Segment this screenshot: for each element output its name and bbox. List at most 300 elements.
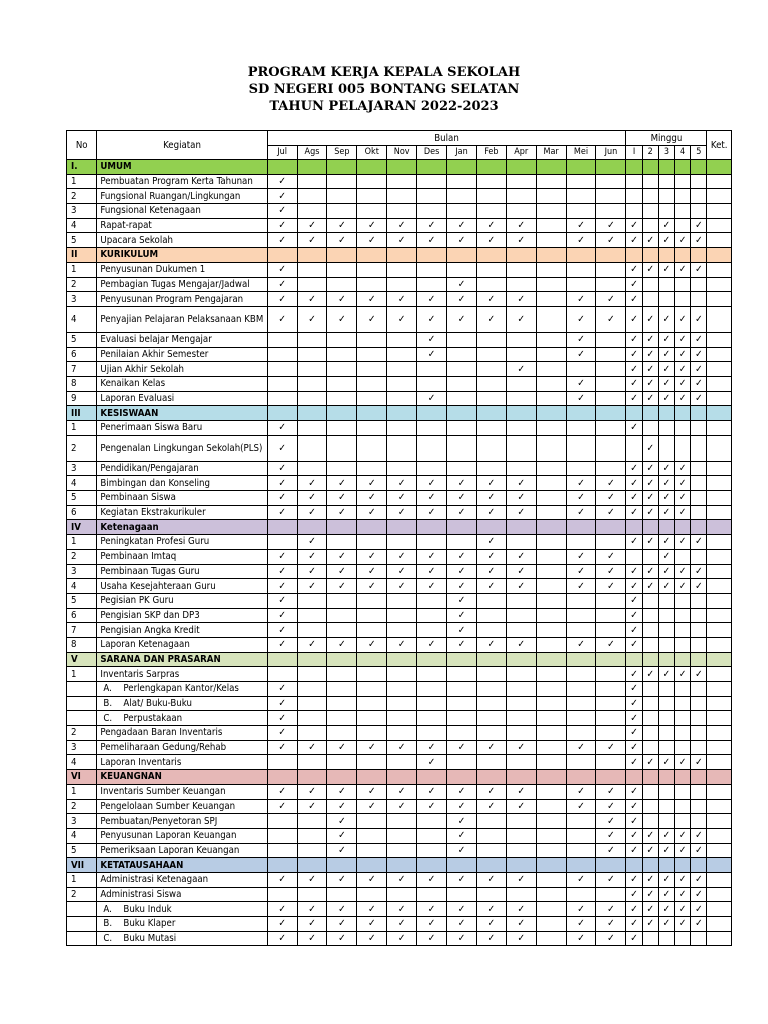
month-cell [447, 696, 477, 711]
section-blank-cell [297, 520, 327, 535]
checkmark-icon: ✓ [691, 262, 707, 277]
month-cell [357, 623, 387, 638]
week-cell [658, 931, 674, 946]
month-cell [297, 843, 327, 858]
week-cell [658, 711, 674, 726]
section-blank-cell [417, 248, 447, 263]
week-cell [691, 711, 707, 726]
month-cell [566, 843, 596, 858]
checkmark-icon: ✓ [476, 218, 506, 233]
activity-row [67, 435, 732, 461]
checkmark-icon: ✓ [387, 549, 417, 564]
section-blank-cell [387, 160, 417, 175]
checkmark-icon: ✓ [267, 505, 297, 520]
month-cell [566, 755, 596, 770]
checkmark-icon: ✓ [566, 917, 596, 932]
checkmark-icon: ✓ [506, 306, 536, 332]
month-cell [536, 740, 566, 755]
activity-name [97, 740, 267, 755]
month-cell [267, 362, 297, 377]
checkmark-icon: ✓ [417, 564, 447, 579]
checkmark-icon: ✓ [267, 799, 297, 814]
checkmark-icon: ✓ [267, 579, 297, 594]
activity-label: Inventaris Sarpras [100, 668, 180, 680]
activity-row [67, 277, 732, 292]
month-cell [297, 347, 327, 362]
month-cell [476, 332, 506, 347]
section-blank-cell [626, 520, 642, 535]
checkmark-icon: ✓ [387, 917, 417, 932]
activity-name [97, 931, 267, 946]
month-cell [506, 814, 536, 829]
checkmark-icon: ✓ [387, 476, 417, 491]
checkmark-icon: ✓ [642, 828, 658, 843]
section-blank-cell [506, 858, 536, 873]
checkmark-icon: ✓ [297, 872, 327, 887]
activity-name [97, 306, 267, 332]
month-cell [297, 608, 327, 623]
week-cell [658, 608, 674, 623]
ket-cell [707, 696, 732, 711]
checkmark-icon: ✓ [691, 887, 707, 902]
ket-cell [707, 623, 732, 638]
checkmark-icon: ✓ [566, 579, 596, 594]
checkmark-icon: ✓ [626, 421, 642, 436]
month-cell [297, 189, 327, 204]
checkmark-icon: ✓ [675, 579, 691, 594]
section-blank-cell [626, 770, 642, 785]
week-cell [658, 623, 674, 638]
activity-name [97, 204, 267, 219]
month-cell [297, 682, 327, 697]
checkmark-icon: ✓ [642, 476, 658, 491]
month-cell [596, 682, 626, 697]
activity-number: 3 [67, 740, 97, 755]
month-cell [417, 726, 447, 741]
checkmark-icon: ✓ [566, 233, 596, 248]
checkmark-icon: ✓ [626, 306, 642, 332]
month-cell [596, 711, 626, 726]
section-blank-cell [642, 248, 658, 263]
month-cell [476, 421, 506, 436]
checkmark-icon: ✓ [297, 218, 327, 233]
checkmark-icon: ✓ [417, 347, 447, 362]
section-number: VII [67, 858, 97, 873]
month-cell [536, 828, 566, 843]
month-cell [417, 711, 447, 726]
section-blank-cell [658, 652, 674, 667]
checkmark-icon: ✓ [596, 814, 626, 829]
checkmark-icon: ✓ [476, 535, 506, 550]
checkmark-icon: ✓ [691, 376, 707, 391]
ket-cell [707, 608, 732, 623]
checkmark-icon: ✓ [626, 887, 642, 902]
section-blank-cell [327, 248, 357, 263]
title-line-2: SD NEGERI 005 BONTANG SELATAN [248, 82, 520, 97]
activity-label: Pengenalan Lingkungan Sekolah(PLS) [100, 442, 263, 454]
section-blank-cell [707, 406, 732, 421]
week-cell [691, 623, 707, 638]
month-cell [417, 696, 447, 711]
section-blank-cell [506, 520, 536, 535]
section-blank-cell [387, 652, 417, 667]
section-blank-cell [691, 406, 707, 421]
checkmark-icon: ✓ [476, 799, 506, 814]
checkmark-icon: ✓ [417, 332, 447, 347]
ket-cell [707, 421, 732, 436]
activity-number: 4 [67, 579, 97, 594]
month-cell [536, 362, 566, 377]
activity-number: 5 [67, 593, 97, 608]
month-cell [596, 461, 626, 476]
section-blank-cell [626, 160, 642, 175]
week-cell [691, 593, 707, 608]
activity-row [67, 755, 732, 770]
ket-cell [707, 347, 732, 362]
checkmark-icon: ✓ [691, 917, 707, 932]
section-blank-cell [476, 160, 506, 175]
checkmark-icon: ✓ [357, 564, 387, 579]
month-cell [566, 696, 596, 711]
week-cell [675, 608, 691, 623]
week-cell [675, 711, 691, 726]
checkmark-icon: ✓ [691, 828, 707, 843]
month-cell [536, 931, 566, 946]
activity-number [67, 917, 97, 932]
section-blank-cell [566, 652, 596, 667]
activity-row [67, 667, 732, 682]
col-bulan-header: Bulan [267, 131, 626, 146]
checkmark-icon: ✓ [691, 535, 707, 550]
week-header: 2 [642, 146, 658, 160]
month-cell [536, 872, 566, 887]
month-cell [566, 726, 596, 741]
checkmark-icon: ✓ [506, 784, 536, 799]
activity-row [67, 204, 732, 219]
ket-cell [707, 814, 732, 829]
month-cell [327, 262, 357, 277]
activity-label: Inventaris Sumber Keuangan [100, 786, 226, 798]
ket-cell [707, 332, 732, 347]
section-blank-cell [267, 160, 297, 175]
checkmark-icon: ✓ [506, 931, 536, 946]
month-cell [357, 421, 387, 436]
month-cell [596, 277, 626, 292]
month-cell [536, 391, 566, 406]
section-blank-cell [297, 406, 327, 421]
month-cell [267, 843, 297, 858]
month-cell [536, 755, 566, 770]
checkmark-icon: ✓ [675, 376, 691, 391]
section-blank-cell [357, 160, 387, 175]
month-cell [447, 174, 477, 189]
col-kegiatan-header: Kegiatan [97, 131, 267, 160]
month-cell [417, 667, 447, 682]
month-cell [596, 189, 626, 204]
week-cell [675, 277, 691, 292]
checkmark-icon: ✓ [642, 667, 658, 682]
month-cell [536, 579, 566, 594]
ket-cell [707, 887, 732, 902]
month-cell [596, 332, 626, 347]
month-cell [297, 362, 327, 377]
checkmark-icon: ✓ [691, 667, 707, 682]
month-cell [297, 421, 327, 436]
month-cell [566, 814, 596, 829]
week-cell [691, 421, 707, 436]
activity-row [67, 391, 732, 406]
checkmark-icon: ✓ [387, 579, 417, 594]
checkmark-icon: ✓ [417, 799, 447, 814]
checkmark-icon: ✓ [626, 476, 642, 491]
checkmark-icon: ✓ [327, 579, 357, 594]
activity-label: Penilaian Akhir Semester [100, 348, 209, 360]
checkmark-icon: ✓ [566, 491, 596, 506]
checkmark-icon: ✓ [566, 799, 596, 814]
month-cell [447, 435, 477, 461]
activity-number: 4 [67, 828, 97, 843]
checkmark-icon: ✓ [675, 667, 691, 682]
month-cell [476, 726, 506, 741]
checkmark-icon: ✓ [387, 784, 417, 799]
month-cell [267, 391, 297, 406]
month-cell [536, 887, 566, 902]
ket-cell [707, 218, 732, 233]
month-cell [447, 347, 477, 362]
month-cell [476, 376, 506, 391]
activity-name [97, 391, 267, 406]
checkmark-icon: ✓ [626, 262, 642, 277]
activity-row [67, 917, 732, 932]
month-cell [327, 332, 357, 347]
activity-name [97, 887, 267, 902]
checkmark-icon: ✓ [642, 347, 658, 362]
week-cell [691, 189, 707, 204]
activity-label: Pembinaan Siswa [100, 492, 176, 504]
month-cell [297, 726, 327, 741]
month-header: Nov [387, 146, 417, 160]
week-cell [658, 435, 674, 461]
week-cell [691, 491, 707, 506]
month-cell [536, 726, 566, 741]
activity-row [67, 262, 732, 277]
month-cell [297, 461, 327, 476]
month-cell [297, 828, 327, 843]
checkmark-icon: ✓ [691, 579, 707, 594]
month-cell [536, 535, 566, 550]
ket-cell [707, 843, 732, 858]
checkmark-icon: ✓ [626, 362, 642, 377]
month-cell [417, 174, 447, 189]
month-cell [447, 421, 477, 436]
checkmark-icon: ✓ [447, 564, 477, 579]
checkmark-icon: ✓ [267, 218, 297, 233]
section-blank-cell [675, 770, 691, 785]
checkmark-icon: ✓ [267, 292, 297, 307]
month-cell [327, 204, 357, 219]
section-number: V [67, 652, 97, 667]
week-cell [691, 476, 707, 491]
month-cell [536, 637, 566, 652]
activity-label: Laporan Inventaris [100, 756, 182, 768]
activity-row [67, 189, 732, 204]
week-cell [658, 696, 674, 711]
month-cell [387, 682, 417, 697]
section-blank-cell [566, 770, 596, 785]
section-blank-cell [675, 406, 691, 421]
checkmark-icon: ✓ [626, 682, 642, 697]
checkmark-icon: ✓ [327, 799, 357, 814]
section-blank-cell [658, 770, 674, 785]
ket-cell [707, 535, 732, 550]
week-cell [642, 189, 658, 204]
section-blank-cell [596, 652, 626, 667]
month-cell [297, 711, 327, 726]
checkmark-icon: ✓ [476, 637, 506, 652]
checkmark-icon: ✓ [658, 902, 674, 917]
section-blank-cell [642, 520, 658, 535]
week-cell [675, 784, 691, 799]
checkmark-icon: ✓ [327, 292, 357, 307]
month-cell [387, 435, 417, 461]
week-cell [642, 726, 658, 741]
checkmark-icon: ✓ [658, 347, 674, 362]
month-cell [596, 696, 626, 711]
month-cell [536, 218, 566, 233]
checkmark-icon: ✓ [447, 277, 477, 292]
checkmark-icon: ✓ [387, 799, 417, 814]
ket-cell [707, 872, 732, 887]
month-cell [417, 362, 447, 377]
activity-label: Pemeliharaan Gedung/Rehab [100, 742, 227, 754]
checkmark-icon: ✓ [596, 843, 626, 858]
section-blank-cell [447, 160, 477, 175]
week-cell [675, 637, 691, 652]
month-cell [536, 696, 566, 711]
month-cell [297, 332, 327, 347]
month-header: Jun [596, 146, 626, 160]
ket-cell [707, 262, 732, 277]
checkmark-icon: ✓ [506, 564, 536, 579]
checkmark-icon: ✓ [267, 233, 297, 248]
activity-label: Ujian Akhir Sekolah [100, 363, 184, 375]
ket-cell [707, 362, 732, 377]
month-cell [387, 755, 417, 770]
activity-number: 5 [67, 332, 97, 347]
ket-cell [707, 376, 732, 391]
section-blank-cell [691, 770, 707, 785]
month-cell [476, 711, 506, 726]
month-cell [447, 711, 477, 726]
checkmark-icon: ✓ [626, 277, 642, 292]
checkmark-icon: ✓ [506, 799, 536, 814]
activity-name [97, 461, 267, 476]
activity-number: 2 [67, 799, 97, 814]
activity-row [67, 593, 732, 608]
month-cell [387, 332, 417, 347]
section-blank-cell [506, 770, 536, 785]
activity-name [97, 174, 267, 189]
activity-number: 1 [67, 784, 97, 799]
week-cell [691, 608, 707, 623]
checkmark-icon: ✓ [267, 204, 297, 219]
checkmark-icon: ✓ [297, 564, 327, 579]
section-blank-cell [417, 406, 447, 421]
month-cell [536, 711, 566, 726]
checkmark-icon: ✓ [596, 476, 626, 491]
month-cell [536, 623, 566, 638]
month-cell [357, 391, 387, 406]
checkmark-icon: ✓ [476, 476, 506, 491]
checkmark-icon: ✓ [327, 491, 357, 506]
month-cell [387, 608, 417, 623]
month-cell [447, 461, 477, 476]
section-blank-cell [417, 858, 447, 873]
checkmark-icon: ✓ [417, 476, 447, 491]
checkmark-icon: ✓ [417, 917, 447, 932]
activity-name [97, 376, 267, 391]
activity-row [67, 347, 732, 362]
sub-item-letter: B. [103, 918, 113, 930]
checkmark-icon: ✓ [476, 902, 506, 917]
section-blank-cell [707, 160, 732, 175]
checkmark-icon: ✓ [642, 461, 658, 476]
checkmark-icon: ✓ [658, 306, 674, 332]
month-cell [506, 667, 536, 682]
week-cell [675, 740, 691, 755]
week-cell [675, 726, 691, 741]
ket-cell [707, 233, 732, 248]
section-blank-cell [691, 858, 707, 873]
month-cell [476, 755, 506, 770]
section-blank-cell [626, 406, 642, 421]
checkmark-icon: ✓ [596, 917, 626, 932]
checkmark-icon: ✓ [297, 505, 327, 520]
checkmark-icon: ✓ [566, 872, 596, 887]
month-cell [447, 362, 477, 377]
checkmark-icon: ✓ [642, 505, 658, 520]
week-cell [658, 726, 674, 741]
checkmark-icon: ✓ [626, 623, 642, 638]
activity-number: 2 [67, 549, 97, 564]
activity-row [67, 174, 732, 189]
activity-number: 1 [67, 262, 97, 277]
activity-name [97, 608, 267, 623]
week-cell [675, 292, 691, 307]
checkmark-icon: ✓ [642, 843, 658, 858]
month-cell [417, 593, 447, 608]
checkmark-icon: ✓ [267, 608, 297, 623]
checkmark-icon: ✓ [658, 262, 674, 277]
month-cell [297, 814, 327, 829]
checkmark-icon: ✓ [476, 564, 506, 579]
activity-number [67, 711, 97, 726]
month-cell [596, 623, 626, 638]
section-row [67, 652, 732, 667]
month-cell [566, 421, 596, 436]
month-cell [387, 593, 417, 608]
month-cell [327, 376, 357, 391]
activity-row [67, 637, 732, 652]
checkmark-icon: ✓ [357, 902, 387, 917]
month-cell [566, 262, 596, 277]
week-cell [642, 623, 658, 638]
checkmark-icon: ✓ [297, 931, 327, 946]
checkmark-icon: ✓ [642, 362, 658, 377]
ket-cell [707, 828, 732, 843]
activity-row [67, 564, 732, 579]
checkmark-icon: ✓ [596, 931, 626, 946]
